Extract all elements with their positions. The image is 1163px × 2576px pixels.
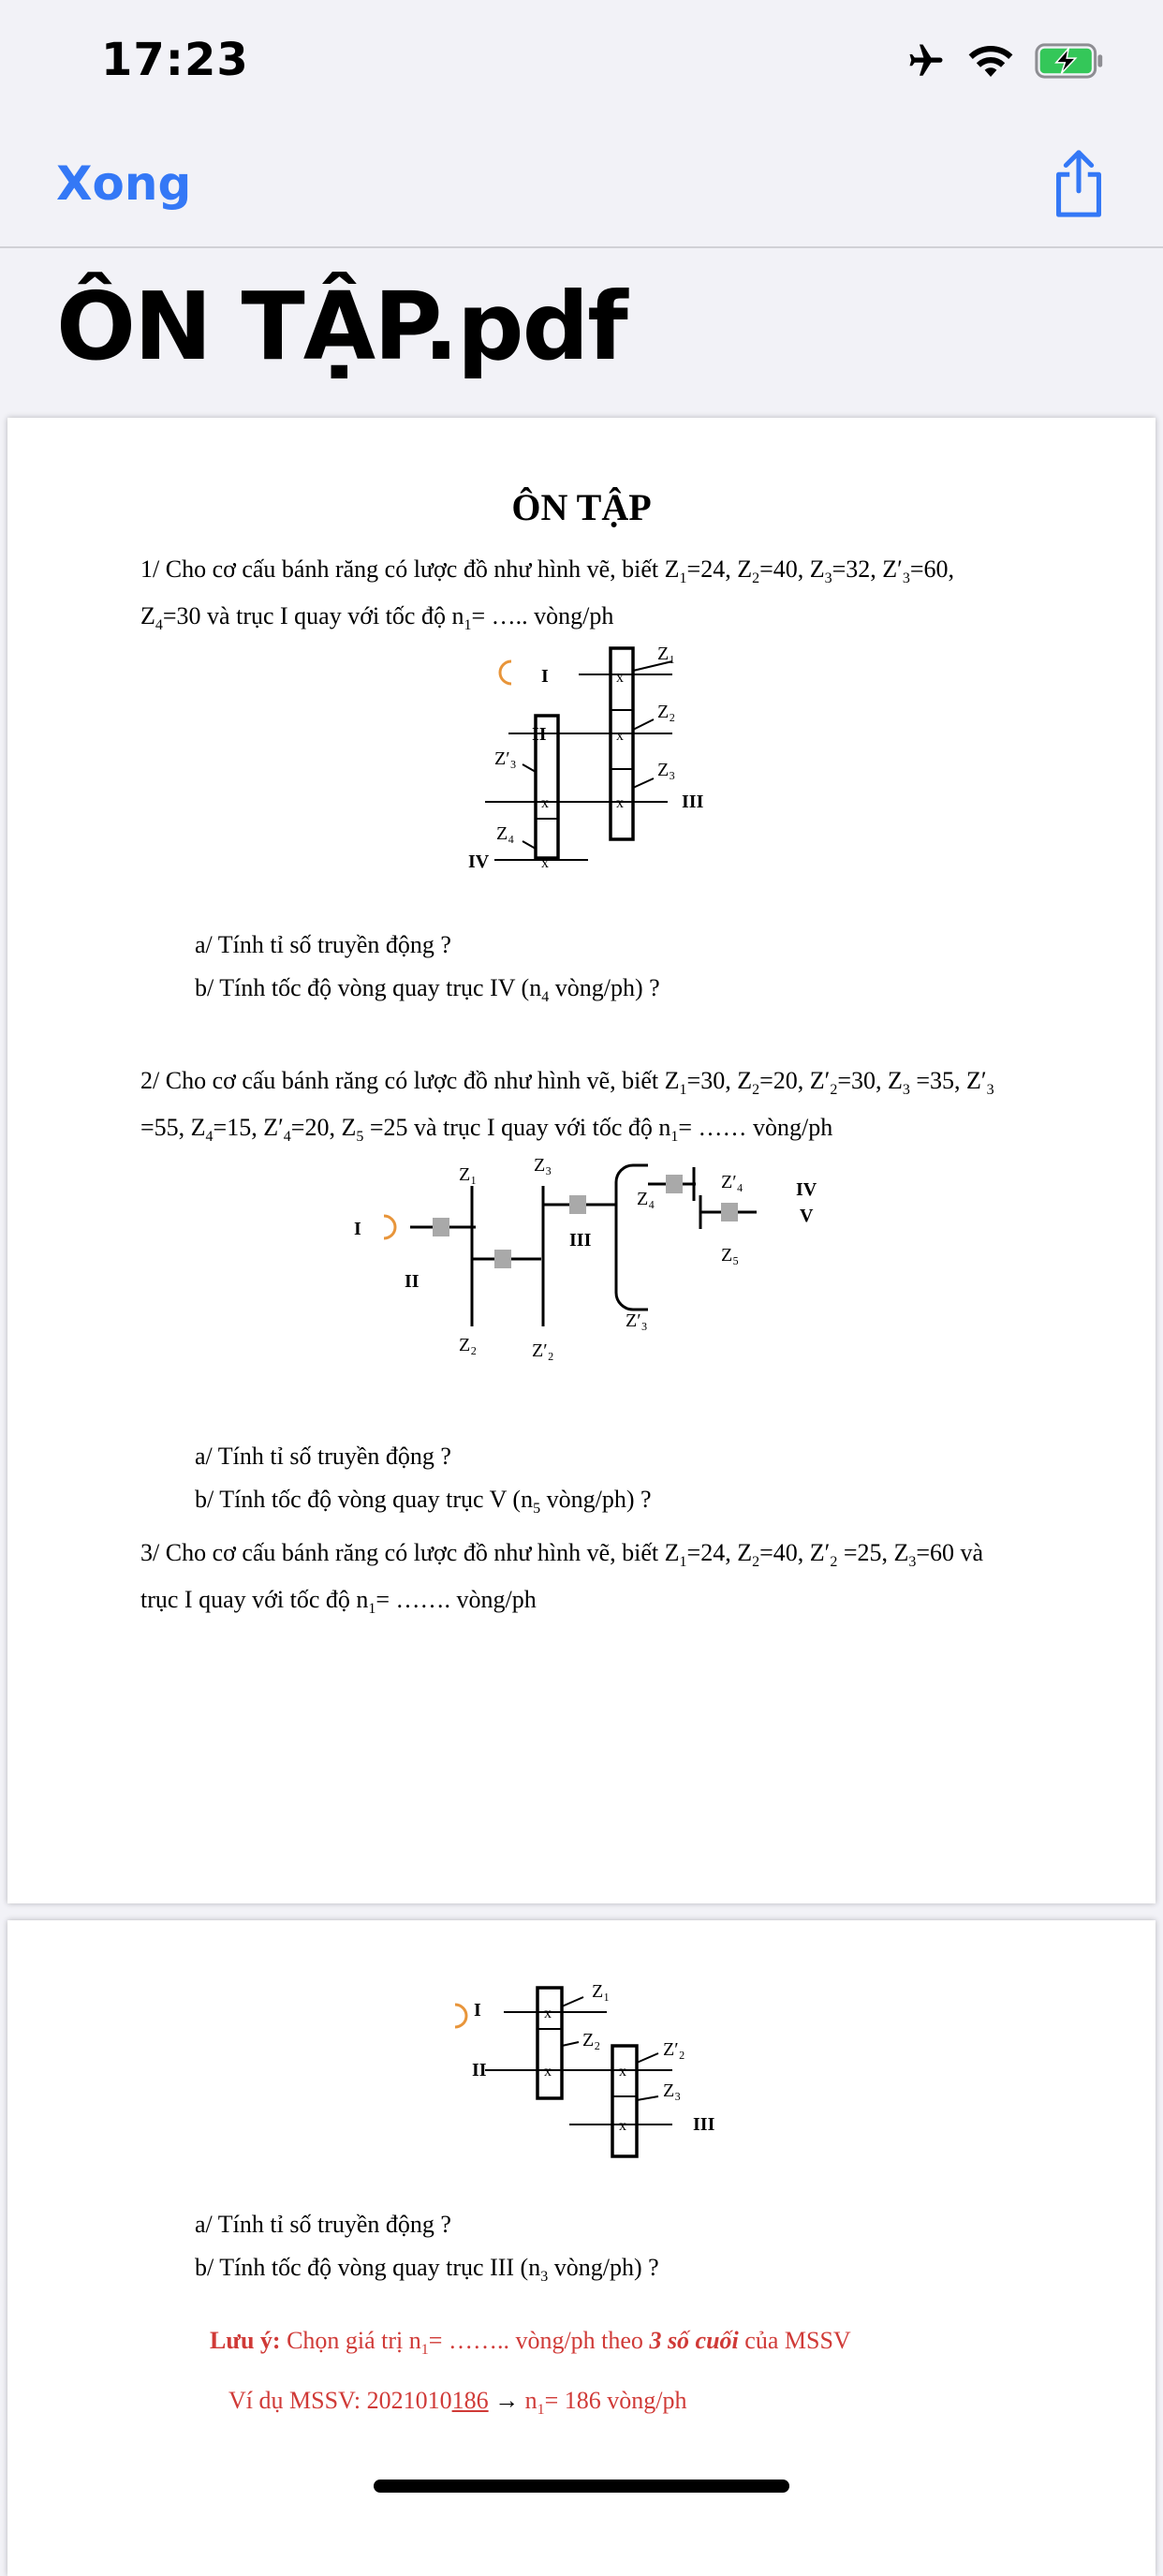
gear-label: Z₁ [459, 1164, 478, 1185]
note-text: của MSSV [738, 2327, 851, 2354]
q2-text: =30, Z [686, 1067, 753, 1094]
q2-b-text: vòng/ph) ? [540, 1486, 652, 1513]
sub: 1 [679, 1554, 687, 1571]
example-line [228, 2387, 687, 2419]
gear-label: Z₃ [657, 760, 676, 780]
sub: 1 [464, 617, 472, 634]
q3-part-a: a/ Tính tỉ số truyền động ? [195, 2211, 451, 2238]
q1-text: =32, Z′ [832, 555, 903, 583]
status-icons [905, 41, 1107, 81]
sub: 5 [356, 1129, 364, 1146]
gear-label: Z₂ [657, 702, 676, 722]
example-text: Ví dụ MSSV: 2021010 [228, 2387, 452, 2414]
done-button[interactable]: Xong [56, 156, 192, 211]
q3-text: =40, Z′ [759, 1539, 831, 1566]
file-title: ÔN TẬP.pdf [56, 272, 626, 381]
home-indicator[interactable] [374, 2480, 789, 2493]
q3-text: = ……. vòng/ph [375, 1586, 537, 1614]
share-icon[interactable] [1049, 147, 1109, 220]
shaft-label: II [472, 2060, 487, 2080]
sub: 3 [902, 1082, 910, 1099]
shaft-label: I [474, 2000, 481, 2021]
gear-mark: x [541, 795, 549, 811]
q3-text: trục I quay với tốc độ n [140, 1586, 369, 1614]
gear-mark: x [619, 2064, 626, 2080]
q1-text: Z [140, 602, 155, 630]
q1-text: = ….. vòng/ph [471, 602, 614, 630]
arrow-icon: → [488, 2387, 525, 2414]
sub: 4 [283, 1129, 291, 1146]
q3-text: =60 và [916, 1539, 984, 1566]
q1-text: =30 và trục I quay với tốc độ n [162, 602, 464, 630]
sub: 2 [830, 1082, 838, 1099]
sub: 2 [830, 1554, 838, 1571]
q3-part-b [195, 2254, 659, 2286]
q1-b-text: vòng/ph) ? [549, 974, 660, 1001]
shaft-label: II [405, 1271, 420, 1292]
q2-part-b [195, 1486, 652, 1517]
sub: 4 [155, 617, 163, 634]
pdf-page-2[interactable] [7, 1920, 1156, 2576]
battery-charging-icon [1034, 43, 1107, 79]
gear-mark: x [544, 2064, 552, 2080]
note-label: Lưu ý: [210, 2327, 281, 2354]
sub: 1 [368, 1601, 376, 1618]
shaft-label: I [541, 666, 549, 687]
sub: 3 [824, 570, 832, 587]
shaft-label: II [532, 724, 547, 745]
sub: 3 [540, 2269, 549, 2286]
sub: 1 [670, 1129, 679, 1146]
sub: 1 [679, 570, 687, 587]
q2-text: =55, Z [140, 1114, 206, 1142]
gear-label: Z₁ [657, 644, 676, 664]
q2-text: = …… vòng/ph [678, 1114, 833, 1142]
gear-mark: x [616, 795, 624, 811]
gear-label: Z₂ [459, 1335, 478, 1355]
gear-label: Z₅ [721, 1245, 740, 1266]
q3-paragraph [140, 1534, 1028, 1628]
shaft-label: III [569, 1230, 592, 1251]
q1-text: 1/ Cho cơ cấu bánh răng có lược đồ như hình vẽ, biết Z [140, 555, 680, 583]
sub: 1 [679, 1082, 687, 1099]
sub: 2 [752, 570, 760, 587]
q2-part-a: a/ Tính tỉ số truyền động ? [195, 1443, 451, 1470]
sub: 1 [420, 2342, 429, 2359]
gear-mark: x [619, 2118, 626, 2134]
q2-text: =20, Z [290, 1114, 357, 1142]
gear-mark: x [616, 670, 624, 686]
sub: 4 [205, 1129, 213, 1146]
q2-b-text: b/ Tính tốc độ vòng quay trục V (n [195, 1486, 534, 1513]
gear-diagram-2 [345, 1155, 832, 1411]
note-line [210, 2327, 851, 2359]
gear-label: Z₁ [592, 1981, 611, 2002]
q3-text: =25, Z [837, 1539, 909, 1566]
shaft-label: IV [468, 851, 490, 872]
gear-label: Z₄ [637, 1189, 655, 1209]
q2-text: =20, Z′ [759, 1067, 831, 1094]
shaft-label: III [693, 2114, 715, 2135]
q1-text: =24, Z [686, 555, 753, 583]
gear-diagram-1 [457, 633, 729, 914]
sub: 3 [902, 570, 910, 587]
gear-label: Z₄ [496, 823, 515, 844]
navbar [0, 126, 1163, 248]
doc-heading: ÔN TẬP [511, 486, 652, 528]
example-digits: 186 [451, 2387, 489, 2414]
q3-text: 3/ Cho cơ cấu bánh răng có lược đồ như hình vẽ, biết Z [140, 1539, 680, 1566]
q3-b-text: vòng/ph) ? [548, 2254, 659, 2281]
q2-text: =25 và trục I quay với tốc độ n [363, 1114, 671, 1142]
gear-label: Z′₃ [494, 748, 517, 769]
shaft-label: III [682, 792, 704, 812]
q2-text: =35, Z′ [909, 1067, 987, 1094]
gear-label: Z′₃ [626, 1310, 648, 1331]
airplane-icon [905, 41, 948, 81]
q1-b-text: b/ Tính tốc độ vòng quay trục IV (n [195, 974, 542, 1001]
sub: 2 [752, 1082, 760, 1099]
q3-b-text: b/ Tính tốc độ vòng quay trục III (n [195, 2254, 541, 2281]
q1-part-a: a/ Tính tỉ số truyền động ? [195, 931, 451, 958]
status-time: 17:23 [101, 34, 249, 86]
q1-paragraph [140, 551, 1028, 644]
gear-diagram-3 [429, 1981, 738, 2241]
sub: 5 [533, 1501, 541, 1517]
sub: 3 [986, 1082, 994, 1099]
gear-label: Z′₂ [663, 2039, 685, 2060]
gear-label: Z₃ [534, 1155, 552, 1176]
gear-mark: x [616, 728, 624, 744]
q2-text: =30, Z [837, 1067, 903, 1094]
shaft-label: I [354, 1219, 361, 1239]
status-bar [0, 0, 1163, 126]
note-emphasis: 3 số cuối [649, 2327, 739, 2354]
shaft-label: V [800, 1206, 814, 1226]
q1-part-b [195, 974, 660, 1006]
gear-mark: x [544, 2006, 552, 2021]
gear-label: Z′₄ [721, 1172, 743, 1192]
q1-text: =60, [909, 555, 955, 583]
q2-text: 2/ Cho cơ cấu bánh răng có lược đồ như hình vẽ, biết Z [140, 1067, 680, 1094]
q2-paragraph [140, 1062, 1028, 1156]
example-text: n [524, 2387, 537, 2414]
sub: 4 [541, 989, 550, 1006]
wifi-icon [968, 44, 1013, 78]
gear-label: Z₂ [582, 2030, 601, 2050]
shaft-label: IV [796, 1179, 817, 1200]
gear-mark: x [541, 855, 549, 871]
q3-text: =24, Z [686, 1539, 753, 1566]
note-text: = …….. vòng/ph theo [428, 2327, 650, 2354]
q1-text: =40, Z [759, 555, 825, 583]
sub: 3 [908, 1554, 917, 1571]
sub: 1 [537, 2402, 545, 2419]
gear-label: Z′₂ [532, 1340, 554, 1361]
gear-label: Z₃ [663, 2080, 682, 2101]
example-text: = 186 vòng/ph [544, 2387, 687, 2414]
note-text: Chọn giá trị n [280, 2327, 421, 2354]
sub: 2 [752, 1554, 760, 1571]
q2-text: =15, Z′ [213, 1114, 284, 1142]
pdf-page-1[interactable] [7, 418, 1156, 1903]
